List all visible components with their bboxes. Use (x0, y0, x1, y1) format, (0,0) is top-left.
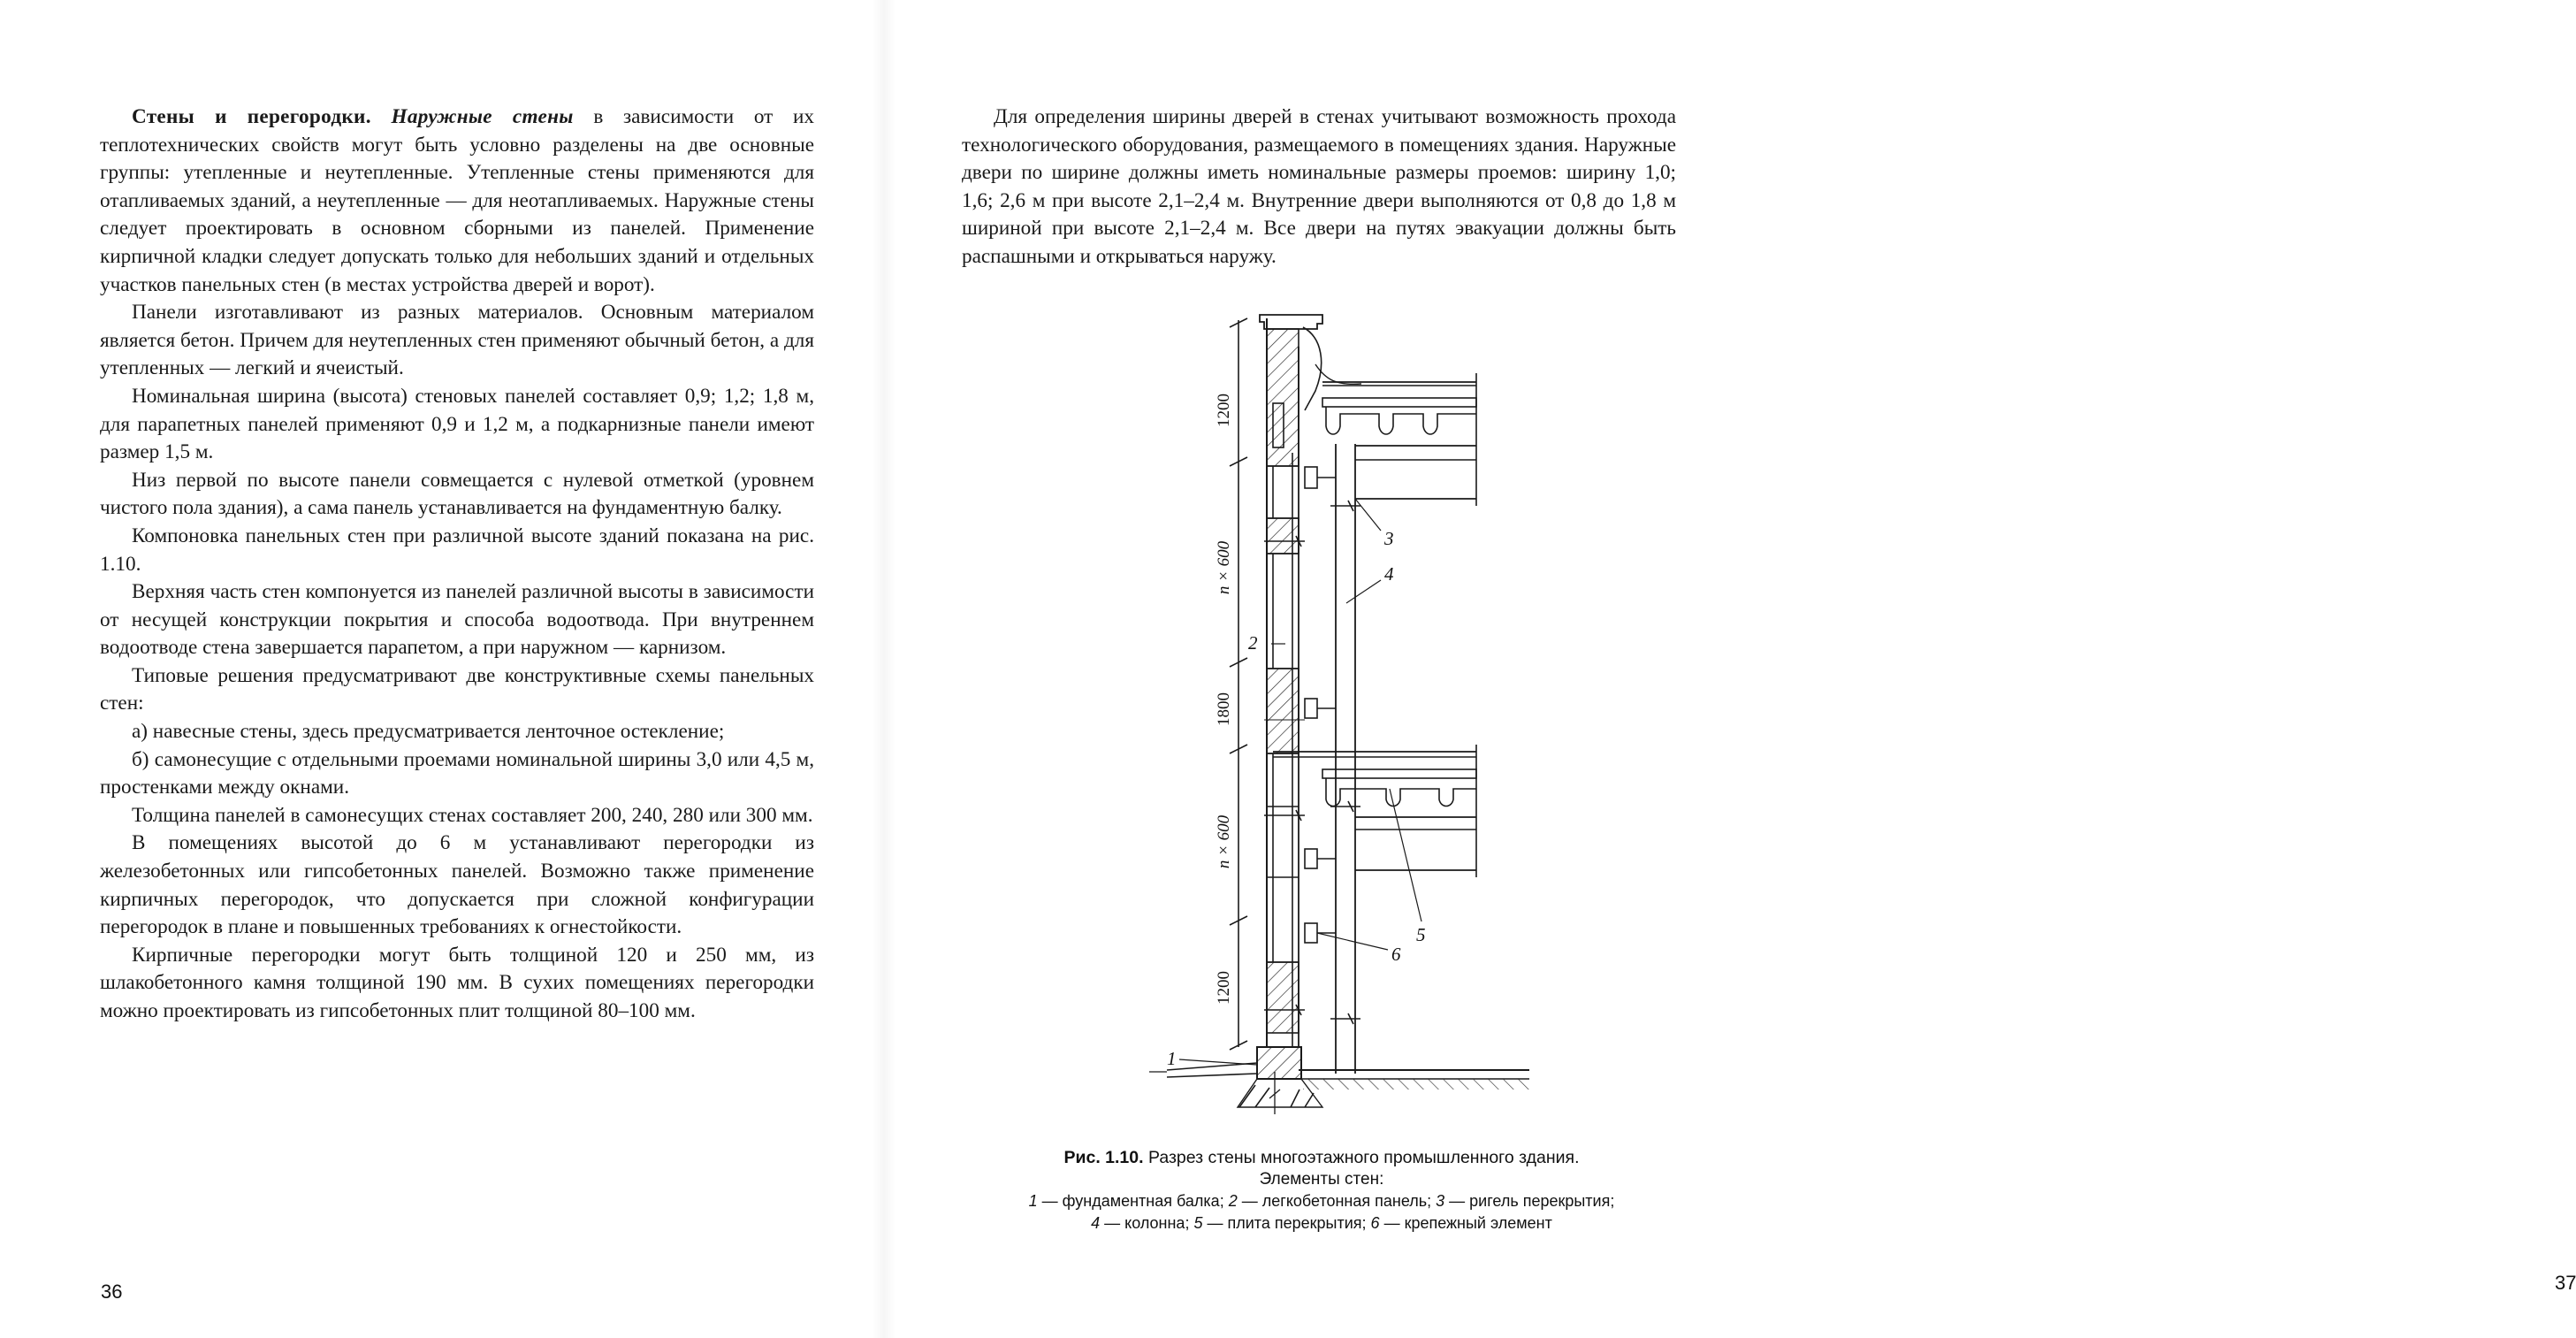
leader-5 (1390, 789, 1421, 921)
callout-4: 4 (1384, 563, 1394, 585)
paragraph-materials: Панели изготавливают из разных материалов. Основным материалом является бетон. Причем для неутепленных стен применяют обычный бетон, а для утепленных — легкий и ячеистый. (100, 301, 814, 380)
caption-subtitle: Элементы стен: (1259, 1169, 1384, 1189)
paragraph-schemes: Типовые решения предусматривают две конструктивные схемы панельных стен: (100, 663, 814, 715)
page-number-right: 37 (2555, 1272, 2576, 1294)
paragraph-scheme-b: б) самонесущие с отдельными проемами номинальной ширины 3,0 или 4,5 м, простенками между окнами. (100, 747, 814, 799)
caption-legend-line-1 (977, 1190, 1666, 1212)
paragraph-brick-partitions: Кирпичные перегородки могут быть толщиной 120 и 250 мм, из шлакобетонного камня толщиной 190 мм. В сухих помещениях перегородки можно проектировать из гипсобетонных плит толщиной 80–100 мм. (100, 943, 814, 1022)
dim-label-n600-upper: n × 600 (1215, 540, 1233, 595)
section-heading: Стены и перегородки. (132, 105, 371, 128)
foundation-beam (1257, 1047, 1301, 1079)
legend-text-1: — фундаментная балка; (1041, 1192, 1224, 1210)
page-number-left: 36 (101, 1281, 123, 1303)
floor-slab-ribs (1326, 407, 1476, 434)
leader-4 (1346, 580, 1381, 603)
legend-num-1: 1 (1028, 1192, 1038, 1210)
caption-title: Рис. 1.10. Разрез стены многоэтажного промышленного здания. (1063, 1148, 1580, 1167)
callout-2: 2 (1248, 632, 1258, 654)
paragraph-layout-ref: Компоновка панельных стен при различной высоте зданий показана на рис. 1.10. (100, 524, 814, 576)
callout-6: 6 (1391, 944, 1401, 965)
paragraph-panel-width: Номинальная ширина (высота) стеновых панелей составляет 0,9; 1,2; 1,8 м, для парапетных панелей применяют 0,9 и 1,2 м, а подкарнизные панели имеют размер 1,5 м. (100, 384, 814, 464)
legend-text-3: — ригель перекрытия; (1449, 1192, 1615, 1210)
figure-caption (977, 1147, 1666, 1234)
legend-num-3: 3 (1436, 1192, 1445, 1210)
dim-label-1200-top: 1200 (1215, 394, 1233, 427)
leader-1 (1179, 1059, 1257, 1065)
legend-text-2: — легкобетонная панель; (1241, 1192, 1432, 1210)
right-page-body (962, 103, 1676, 271)
paragraph-top-part: Верхняя часть стен компонуется из панелей различной высоты в зависимости от несущей конструкции покрытия и способа водоотвода. При внутреннем водоотводе стена завершается парапетом, а при наружном — карнизом. (100, 580, 814, 660)
parapet-cap (1260, 315, 1322, 329)
legend-num-5: 5 (1193, 1213, 1203, 1232)
callout-3: 3 (1384, 528, 1394, 549)
dim-label-1200-bottom: 1200 (1215, 971, 1233, 1005)
left-page-body (100, 103, 814, 1026)
parapet-panel (1267, 329, 1299, 466)
paragraph-scheme-a: а) навесные стены, здесь предусматривается ленточное остекление; (132, 720, 725, 744)
callout-5: 5 (1416, 924, 1426, 945)
leader-6 (1317, 933, 1388, 950)
legend-num-2: 2 (1228, 1192, 1238, 1210)
legend-num-6: 6 (1370, 1213, 1380, 1232)
paragraph-doors: Для определения ширины дверей в стенах учитывают возможность прохода технологического оборудования, размещаемого в помещениях здания. Наружные двери по ширине должны иметь номинальные размеры проемов: ширину 1,0; 1,6; 2,6 м при высоте 2,1–2,4 м. Внутренние двери выполняются от 0,8 до 1,8 м шириной при высоте 2,1–2,4 м. Все двери на путях эвакуации должны быть распашными и открываться наружу. (962, 105, 1676, 268)
caption-figure-label: Рис. 1.10. (1063, 1148, 1144, 1167)
fastener-6 (1305, 923, 1317, 943)
paragraph-walls-intro: Стены и перегородки. Наружные стены в зависимости от их теплотехнических свойств могут быть условно разделены на две основные группы: утепленные и неутепленные. Утепленные стены применяются для отапливаемых зданий, а неутепленные — для неотапливаемых. Наружные стены следует проектировать в основном сборными из панелей. Применение кирпичной кладки следует допускать только для небольших зданий и отдельных участков панельных стен (в местах устройства дверей и ворот). (100, 105, 814, 296)
paragraph-thickness: Толщина панелей в самонесущих стенах составляет 200, 240, 280 или 300 мм. (132, 803, 813, 827)
dim-label-n600-lower: n × 600 (1215, 814, 1233, 869)
paragraph-partitions: В помещениях высотой до 6 м устанавливают перегородки из железобетонных или гипсобетонных панелей. Возможно также применение кирпичных перегородок, что допускается при сложной конфигурации перегородок в плане и повышенных требованиях к огнестойкости. (100, 831, 814, 939)
left-page (0, 0, 884, 1338)
legend-text-5: — плита перекрытия; (1207, 1213, 1367, 1232)
wall-section-drawing (1140, 311, 1529, 1114)
dim-label-1800: 1800 (1215, 692, 1233, 726)
paragraph-first-panel: Низ первой по высоте панели совмещается с нулевой отметкой (уровнем чистого пола здания), а сама панель устанавливается на фундаментную балку. (100, 468, 814, 520)
caption-legend-line-2 (977, 1212, 1666, 1235)
callout-1: 1 (1167, 1048, 1177, 1069)
legend-text-4: — колонна; (1104, 1213, 1190, 1232)
lightweight-concrete-panel (1267, 669, 1299, 753)
term-outer-walls: Наружные стены (391, 105, 574, 128)
legend-text-6: — крепежный элемент (1383, 1213, 1552, 1232)
legend-num-4: 4 (1091, 1213, 1101, 1232)
fastener (1305, 467, 1317, 488)
leader-3 (1355, 499, 1381, 531)
